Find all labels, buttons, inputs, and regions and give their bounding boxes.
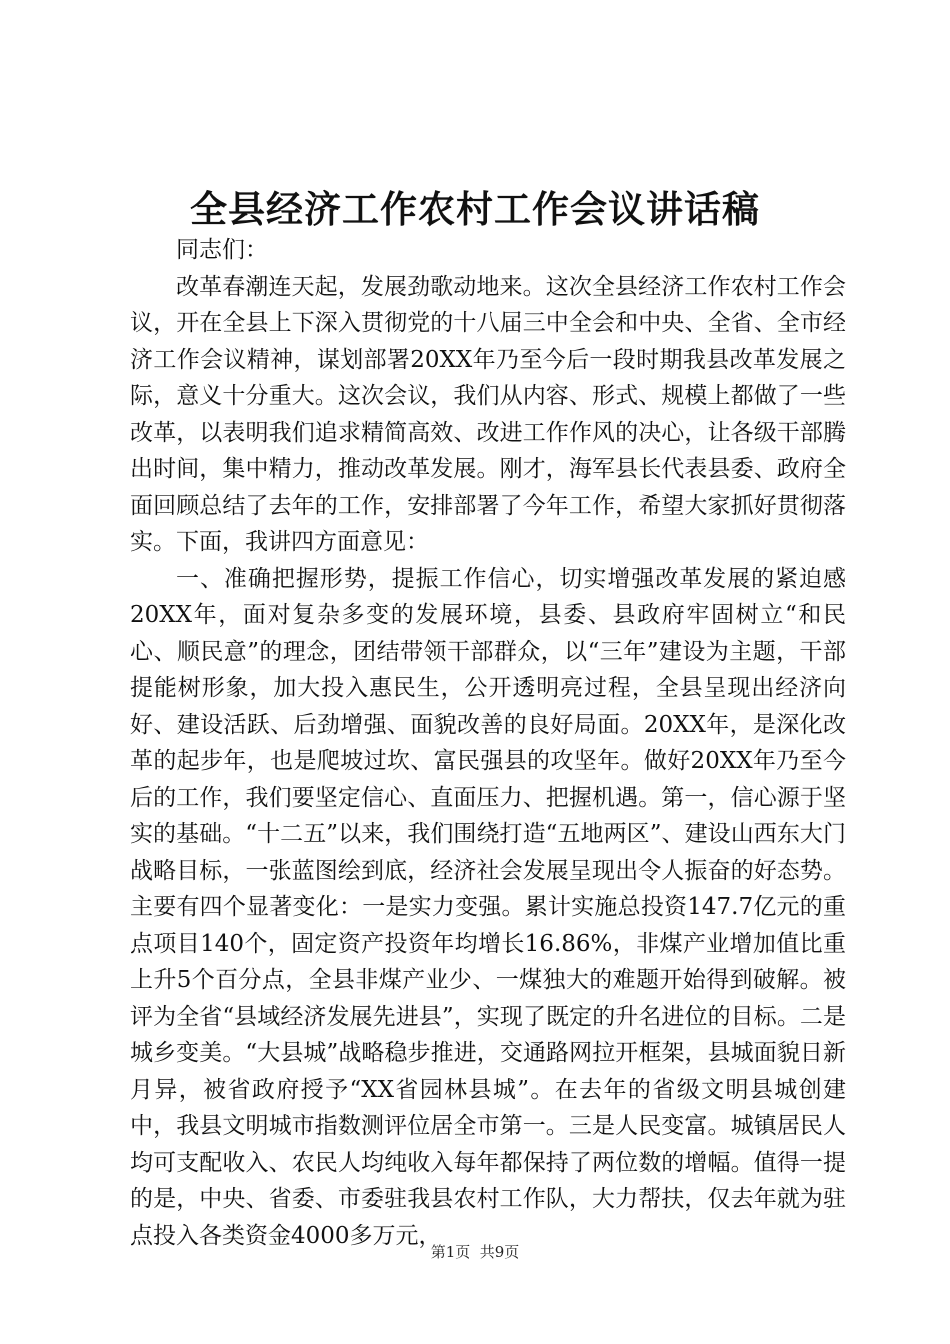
- paragraph-section-one: 一、准确把握形势，提振工作信心，切实增强改革发展的紧迫感20XX年，面对复杂多变的发展环境，县委、县政府牢固树立“和民心、顺民意”的理念，团结带领干部群众，以“三年”建设为主题，干部提能树形象，加大投入惠民生，公开透明亮过程，全县呈现出经济向好、建设活跃、后劲增强、面貌改善的良好局面。20XX年，是深化改革的起步年，也是爬坡过坎、富民强县的攻坚年。做好20XX年乃至今后的工作，我们要坚定信心、直面压力、把握机遇。第一，信心源于坚实的基础。“十二五”以来，我们围绕打造“五地两区”、建设山西东大门战略目标，一张蓝图绘到底，经济社会发展呈现出令人振奋的好态势。主要有四个显著变化：一是实力变强。累计实施总投资147.7亿元的重点项目140个，固定资产投资年均增长16.86%，非煤产业增加值比重上升5个百分点，全县非煤产业少、一煤独大的难题开始得到破解。被评为全省“县域经济发展先进县”，实现了既定的升名进位的目标。二是城乡变美。“大县城”战略稳步推进，交通路网拉开框架，县城面貌日新月异，被省政府授予“XX省园林县城”。在去年的省级文明县城创建中，我县文明城市指数测评位居全市第一。三是人民变富。城镇居民人均可支配收入、农民人均纯收入每年都保持了两位数的增幅。值得一提的是，中央、省委、市委驻我县农村工作队，大力帮扶，仅去年就为驻点投入各类资金4000多万元，: [130, 565, 846, 1249]
- page-footer: [0, 1242, 950, 1262]
- page-number: 第1页 共9页: [430, 1243, 520, 1261]
- salutation: 同志们：: [176, 237, 268, 263]
- document-body: [130, 232, 846, 1254]
- document-title: 全县经济工作农村工作会议讲话稿: [190, 187, 760, 231]
- paragraph-intro: 改革春潮连天起，发展劲歌动地来。这次全县经济工作农村工作会议，开在全县上下深入贯彻党的十八届三中全会和中央、全省、全市经济工作会议精神，谋划部署20XX年乃至今后一段时期我县改革发展之际，意义十分重大。这次会议，我们从内容、形式、规模上都做了一些改革，以表明我们追求精简高效、改进工作作风的决心，让各级干部腾出时间，集中精力，推动改革发展。刚才，海军县长代表县委、政府全面回顾总结了去年的工作，安排部署了今年工作，希望大家抓好贯彻落实。下面，我讲四方面意见：: [130, 273, 846, 555]
